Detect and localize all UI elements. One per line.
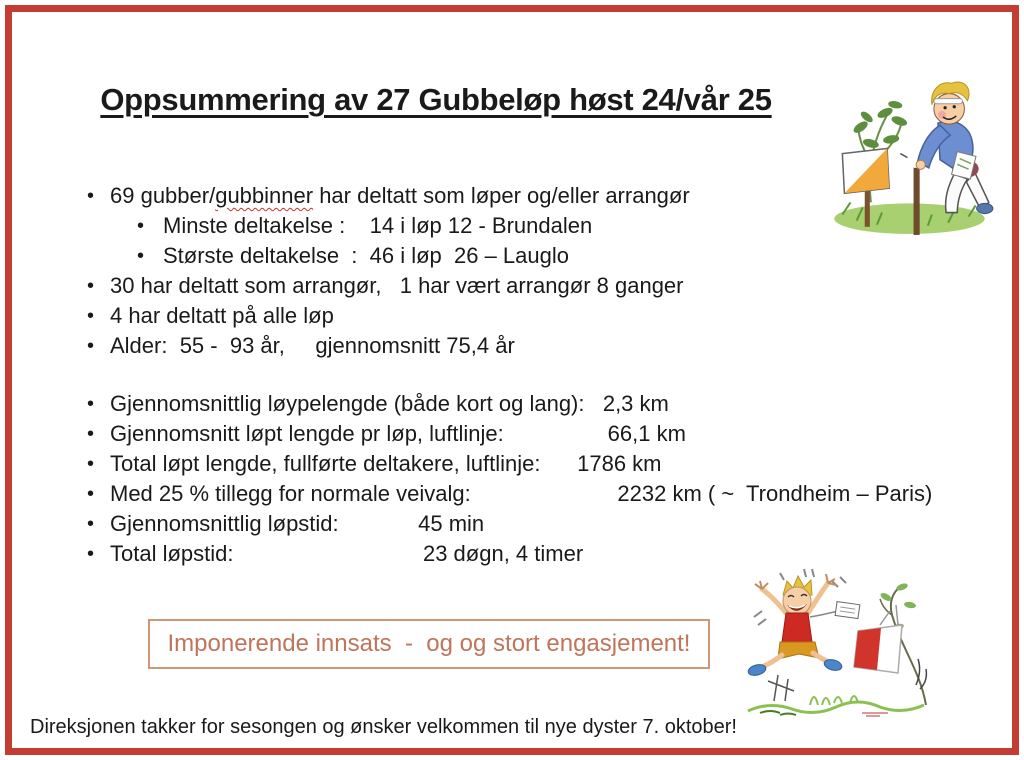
- slide-title: Oppsummering av 27 Gubbeløp høst 24/vår 25: [100, 82, 772, 117]
- bullet-age: • Alder: 55 - 93 år, gjennomsnitt 75,4 år: [85, 331, 1014, 361]
- bullet-length-with-margin: • Med 25 % tillegg for normale veivalg: 2232 km ( ~ Trondheim – Paris): [85, 479, 1014, 509]
- bullet-total-length: • Total løpt lengde, fullførte deltakere, luftlinje: 1786 km: [85, 449, 1014, 479]
- bullet-avg-run-length: • Gjennomsnitt løpt lengde pr løp, luftlinje: 66,1 km: [85, 419, 1014, 449]
- bullet-avg-run-time: • Gjennomsnittlig løpstid: 45 min: [85, 509, 1014, 539]
- bullet-avg-course-length: • Gjennomsnittlig løypelengde (både kort og lang): 2,3 km: [85, 389, 1014, 419]
- grass-mound: [834, 202, 985, 234]
- bullet-participants-prefix: 69 gubber/: [110, 183, 216, 208]
- bullet-list: [85, 181, 1014, 569]
- orienteer-punching-control-illustration: [826, 60, 994, 238]
- misspelled-word: gubbinner: [215, 183, 314, 208]
- bullet-participants-suffix: har deltatt som løper og/eller arrangør: [313, 183, 690, 208]
- footer-note: Direksjonen takker for sesongen og ønsker velkommen til nye dyster 7. oktober!: [30, 716, 737, 738]
- sub-bullet-max-participation: • Største deltakelse : 46 i løp 26 – Lauglo: [85, 241, 1014, 271]
- bullet-organizers: • 30 har deltatt som arrangør, 1 har vært arrangør 8 ganger: [85, 271, 1014, 301]
- sub-bullet-min-participation: • Minste deltakelse : 14 i løp 12 - Brundalen: [85, 211, 1014, 241]
- hanging-control-flag: [854, 605, 902, 673]
- runner-figure: [747, 569, 860, 677]
- bullet-total-run-time: • Total løpstid: 23 døgn, 4 timer: [85, 539, 1014, 569]
- highlight-box: Imponerende innsats - og og stort engasjement!: [148, 619, 710, 669]
- bullet-all-races: • 4 har deltatt på alle løp: [85, 301, 1014, 331]
- orienteer-figure: [916, 82, 993, 214]
- artist-signature: [862, 713, 888, 716]
- ground-hash-mark: [768, 675, 794, 701]
- celebrating-runner-control-illustration: [740, 553, 954, 725]
